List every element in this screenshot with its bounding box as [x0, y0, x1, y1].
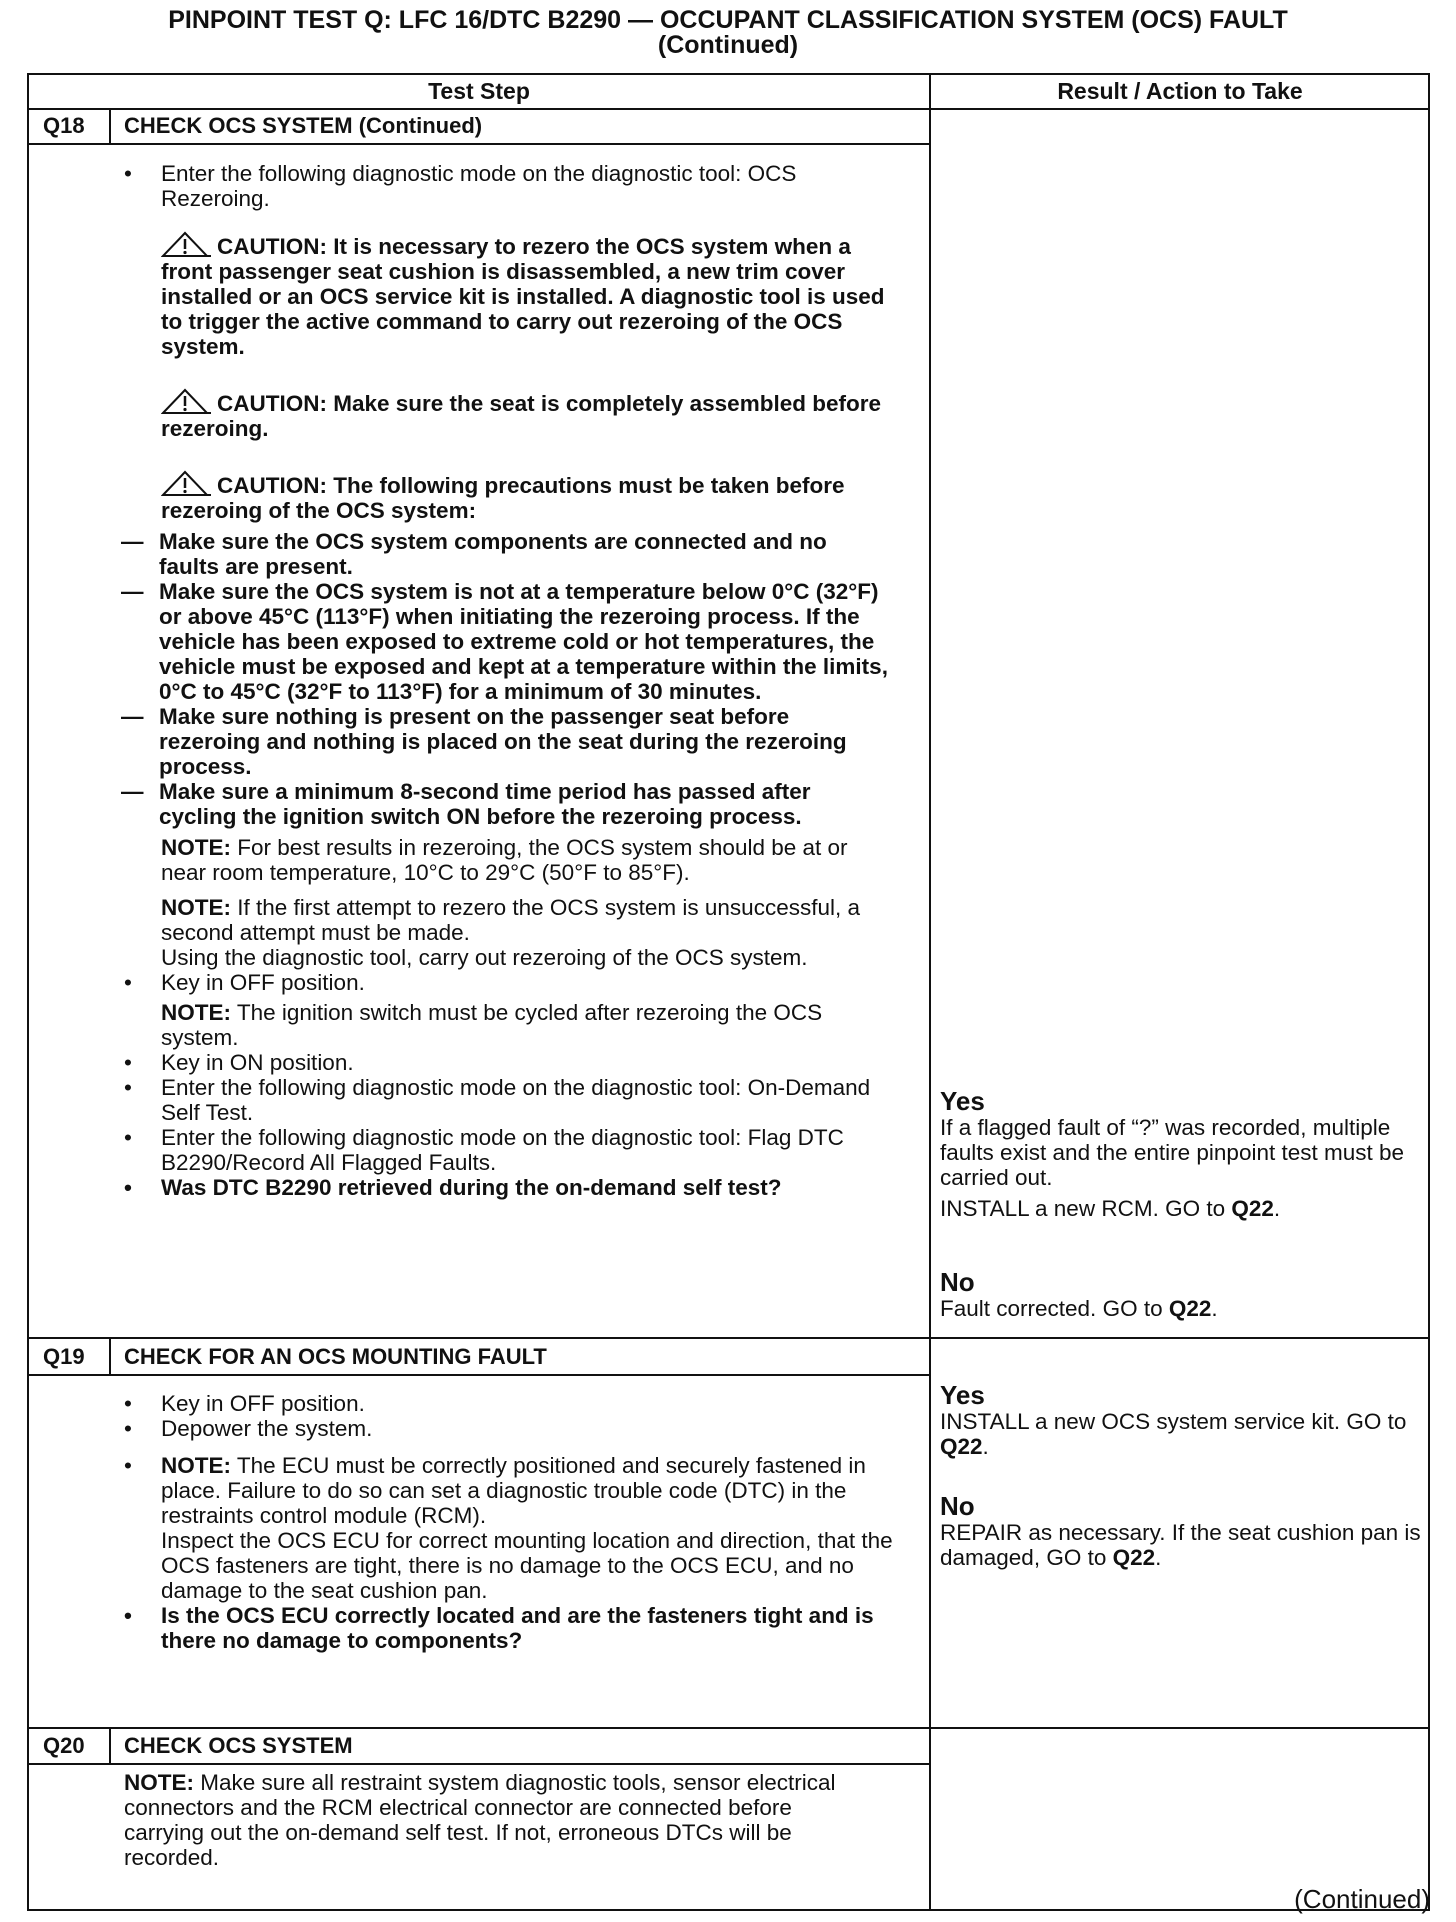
q18-question: [121, 1175, 901, 1200]
q18-note-1: [121, 835, 891, 885]
q18-step2-text: Key in OFF position.: [161, 970, 365, 995]
q18-step1-text: Enter the following diagnostic mode on the diagnostic tool: OCS Rezeroing.: [161, 161, 797, 211]
q18-precaution-3-text: Make sure nothing is present on the passenger seat before rezeroing and nothing is placed on the seat during the rezeroing process.: [159, 704, 847, 779]
q18-step-self-test: [121, 1075, 901, 1125]
page-title-line1: PINPOINT TEST Q: LFC 16/DTC B2290 — OCCUPANT CLASSIFICATION SYSTEM (OCS) FAULT: [168, 6, 1288, 34]
q19-body: [121, 1391, 901, 1653]
q18-step-ocs-rezeroing: [121, 161, 901, 211]
q19-question: [121, 1603, 901, 1653]
q18-precaution-1: [121, 529, 889, 579]
q20-number: Q20: [43, 1733, 85, 1758]
q18-caution-1: [121, 230, 891, 359]
q20-note: [124, 1770, 864, 1870]
q18-using-tool: [121, 945, 891, 970]
caution-warning-icon: [161, 230, 213, 258]
q18-caution-1-text: CAUTION: It is necessary to rezero the OCS system when a front passenger seat cushion is disassembled, a new trim cover installed or an OCS service kit is installed. A diagnostic tool is used to trigger the active command to carry out rezeroing of the OCS system.: [161, 234, 885, 359]
table-border-left: [27, 73, 29, 1911]
q19-yes-label: Yes: [940, 1380, 985, 1410]
q18-yes-goto-link[interactable]: Q22: [1231, 1196, 1274, 1221]
caution-warning-icon: [161, 469, 213, 497]
q19-no-goto-link[interactable]: Q22: [1112, 1545, 1156, 1570]
q18-step-key-off: [121, 970, 901, 995]
q19-inspect-text: Inspect the OCS ECU for correct mounting location and direction, that the OCS fasteners are tight, there is no damage to the OCS ECU, and no damage to the seat cushion pan.: [161, 1528, 893, 1603]
q19-no-action-text: REPAIR as necessary. If the seat cushion pan is damaged, GO to: [940, 1520, 1421, 1570]
q18-caution-3: [121, 469, 891, 523]
q18-question-text: Was DTC B2290 retrieved during the on-demand self test?: [161, 1175, 782, 1200]
page-title-continued: (Continued): [657, 31, 799, 59]
column-divider: [929, 73, 931, 1911]
q18-title-divider: [27, 143, 929, 145]
q18-step3-text: Key in ON position.: [161, 1050, 354, 1075]
note-label: NOTE:: [124, 1770, 194, 1795]
q18-caution-2: [121, 387, 891, 441]
q18-using-tool-text: Using the diagnostic tool, carry out rezeroing of the OCS system.: [161, 945, 808, 970]
q18-no-action: Fault corrected. GO to Q22.: [940, 1296, 1218, 1321]
q18-caution-3-text: CAUTION: The following precautions must be taken before rezeroing of the OCS system:: [161, 473, 845, 523]
q19-step-depower: [121, 1416, 901, 1441]
table-border-bottom: [27, 1909, 1430, 1911]
column-header-test-step: Test Step: [428, 78, 530, 104]
q18-precaution-2-text: Make sure the OCS system is not at a temperature below 0°C (32°F) or above 45°C (113°F) when initiating the rezeroing process. If the vehicle has been exposed to extreme cold or hot temperatures, the vehicle must be exposed and kept at a temperature within the limits, 0°C to 45°C (32°F to 113°F) for a minimum of 30 minutes.: [159, 579, 888, 704]
q20-note-text: Make sure all restraint system diagnostic tools, sensor electrical connectors and the RCM electrical connector are connected before carrying out the on-demand self test. If not, erroneous DTCs will be recorded.: [124, 1770, 836, 1870]
q18-note-2: [121, 895, 891, 945]
q20-title: CHECK OCS SYSTEM: [124, 1733, 353, 1758]
q19-step-key-off: [121, 1391, 901, 1416]
q18-number: Q18: [43, 113, 85, 138]
q18-body: [121, 161, 901, 1200]
q18-no-action-text: Fault corrected. GO to: [940, 1296, 1169, 1321]
q19-step1-text: Key in OFF position.: [161, 1391, 365, 1416]
q19-number: Q19: [43, 1344, 85, 1369]
q19-yes-action-text: INSTALL a new OCS system service kit. GO to: [940, 1409, 1407, 1434]
q19-num-divider: [109, 1337, 111, 1376]
q18-yes-text: If a flagged fault of “?” was recorded, multiple faults exist and the entire pinpoint test must be carried out.: [940, 1115, 1405, 1190]
q18-caution-2-text: CAUTION: Make sure the seat is completely assembled before rezeroing.: [161, 391, 881, 441]
header-divider: [27, 108, 1430, 110]
table-border-top: [27, 73, 1430, 75]
q18-step4-text: Enter the following diagnostic mode on the diagnostic tool: On-Demand Self Test.: [161, 1075, 871, 1125]
q18-note-2-text: If the first attempt to rezero the OCS system is unsuccessful, a second attempt must be made.: [161, 895, 860, 945]
q18-yes-action: INSTALL a new RCM. GO to Q22.: [940, 1196, 1281, 1221]
q20-num-divider: [109, 1727, 111, 1765]
q19-inspect: [121, 1528, 901, 1603]
note-label: NOTE:: [161, 1453, 231, 1478]
q18-note-1-text: For best results in rezeroing, the OCS system should be at or near room temperature, 10°C to 29°C (50°F to 85°F).: [161, 835, 848, 885]
q19-note-text: The ECU must be correctly positioned and securely fastened in place. Failure to do so can set a diagnostic trouble code (DTC) in the restraints control module (RCM).: [161, 1453, 866, 1528]
q18-step-flag-dtc: [121, 1125, 901, 1175]
q19-yes-goto-link[interactable]: Q22: [940, 1434, 983, 1459]
continued-label: (Continued): [1294, 1884, 1430, 1914]
q19-no-action: REPAIR as necessary. If the seat cushion pan is damaged, GO to Q22.: [940, 1520, 1421, 1570]
q18-precaution-2: [121, 579, 889, 704]
q18-yes-action-text: INSTALL a new RCM. GO to: [940, 1196, 1232, 1221]
table-border-right: [1428, 73, 1430, 1911]
q18-precaution-4: [121, 779, 889, 829]
q19-title: CHECK FOR AN OCS MOUNTING FAULT: [124, 1344, 547, 1369]
note-label: NOTE:: [161, 1000, 231, 1025]
caution-warning-icon: [161, 387, 213, 415]
q19-no-label: No: [940, 1491, 975, 1521]
q19-yes-action: INSTALL a new OCS system service kit. GO to Q22.: [940, 1409, 1407, 1459]
q19-step2-text: Depower the system.: [161, 1416, 373, 1441]
q18-precaution-1-text: Make sure the OCS system components are connected and no faults are present.: [159, 529, 827, 579]
page-title: [0, 8, 1456, 58]
q18-result: [940, 1087, 1425, 1321]
q18-title: CHECK OCS SYSTEM (Continued): [124, 113, 483, 138]
q18-row-divider: [27, 1337, 1430, 1339]
q18-no-label: No: [940, 1267, 975, 1297]
q18-yes-label: Yes: [940, 1086, 985, 1116]
q18-note-3: [121, 1000, 891, 1050]
q19-result: [940, 1381, 1425, 1570]
q18-num-divider: [109, 108, 111, 145]
q18-precaution-3: [121, 704, 889, 779]
q19-row-divider: [27, 1727, 1430, 1729]
note-label: NOTE:: [161, 835, 231, 860]
q18-precaution-4-text: Make sure a minimum 8-second time period has passed after cycling the ignition switch ON before the rezeroing process.: [159, 779, 811, 829]
q18-step5-text: Enter the following diagnostic mode on the diagnostic tool: Flag DTC B2290/Record All Flagged Faults.: [161, 1125, 844, 1175]
q19-title-divider: [27, 1374, 929, 1376]
column-header-result: Result / Action to Take: [1057, 78, 1303, 104]
q18-no-goto-link[interactable]: Q22: [1168, 1296, 1212, 1321]
q20-title-divider: [27, 1763, 929, 1765]
q19-question-text: Is the OCS ECU correctly located and are the fasteners tight and is there no damage to components?: [161, 1603, 874, 1653]
q19-note: [121, 1453, 901, 1528]
q18-step-key-on: [121, 1050, 901, 1075]
note-label: NOTE:: [161, 895, 231, 920]
q18-note-3-text: The ignition switch must be cycled after rezeroing the OCS system.: [161, 1000, 823, 1050]
